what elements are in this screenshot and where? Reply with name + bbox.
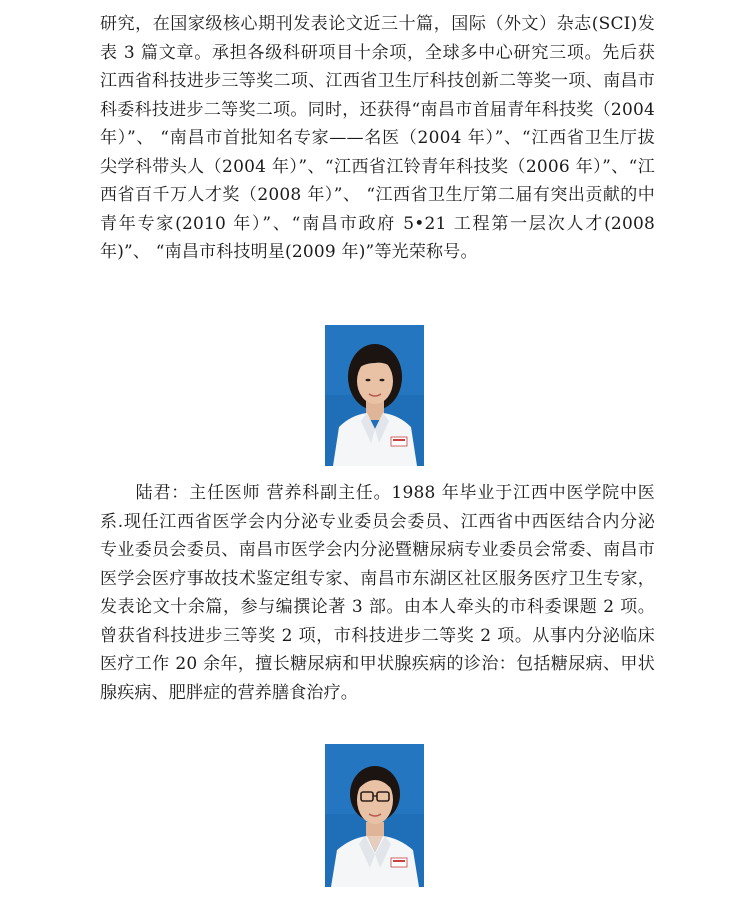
portrait-photo-1 xyxy=(325,325,424,466)
doctor-portrait-image xyxy=(325,744,424,887)
portrait-photo-2 xyxy=(325,744,424,887)
biography-paragraph-2: 陆君：主任医师 营养科副主任。1988 年毕业于江西中医学院中医系.现任江西省医学会内分泌专业委员会委员、江西省中西医结合内分泌专业委员会委员、南昌市医学会内分泌暨糖尿病专业委员会常委、南昌市医学会医疗事故技术鉴定组专家、南昌市东湖区社区服务医疗卫生专家，发表论文十余篇，参与编撰论著 3 部。由本人牵头的市科委课题 2 项。曾获省科技进步三等奖 2 项，市科技进步二等奖 2 项。从事内分泌临床医疗工作 20 余年，擅长糖尿病和甲状腺疾病的诊治：包括糖尿病、甲状腺疾病、肥胖症的营养膳食治疗。 xyxy=(100,483,655,703)
doctor-portrait-image xyxy=(325,325,424,466)
biography-paragraph-1: 研究，在国家级核心期刊发表论文近三十篇，国际（外文）杂志(SCI)发表 3 篇文章。承担各级科研项目十余项，全球多中心研究三项。先后获江西省科技进步三等奖二项、江西省卫生厅科技创新二等奖一项、南昌市科委科技进步二等奖二项。同时，还获得“南昌市首届青年科技奖（2004 年）”、 “南昌市首批知名专家——名医（2004 年）”、“江西省卫生厅拔尖学科带头人（2004 年）”、“江西省江铃青年科技奖（2006 年）”、“江西省百千万人才奖（2008 年）”、 “江西省卫生厅第二届有突出贡献的中青年专家(2010 年）”、“南昌市政府 5•21 工程第一层次人才(2008年)”、 “南昌市科技明星(2009 年)”等光荣称号。 xyxy=(100,14,655,262)
